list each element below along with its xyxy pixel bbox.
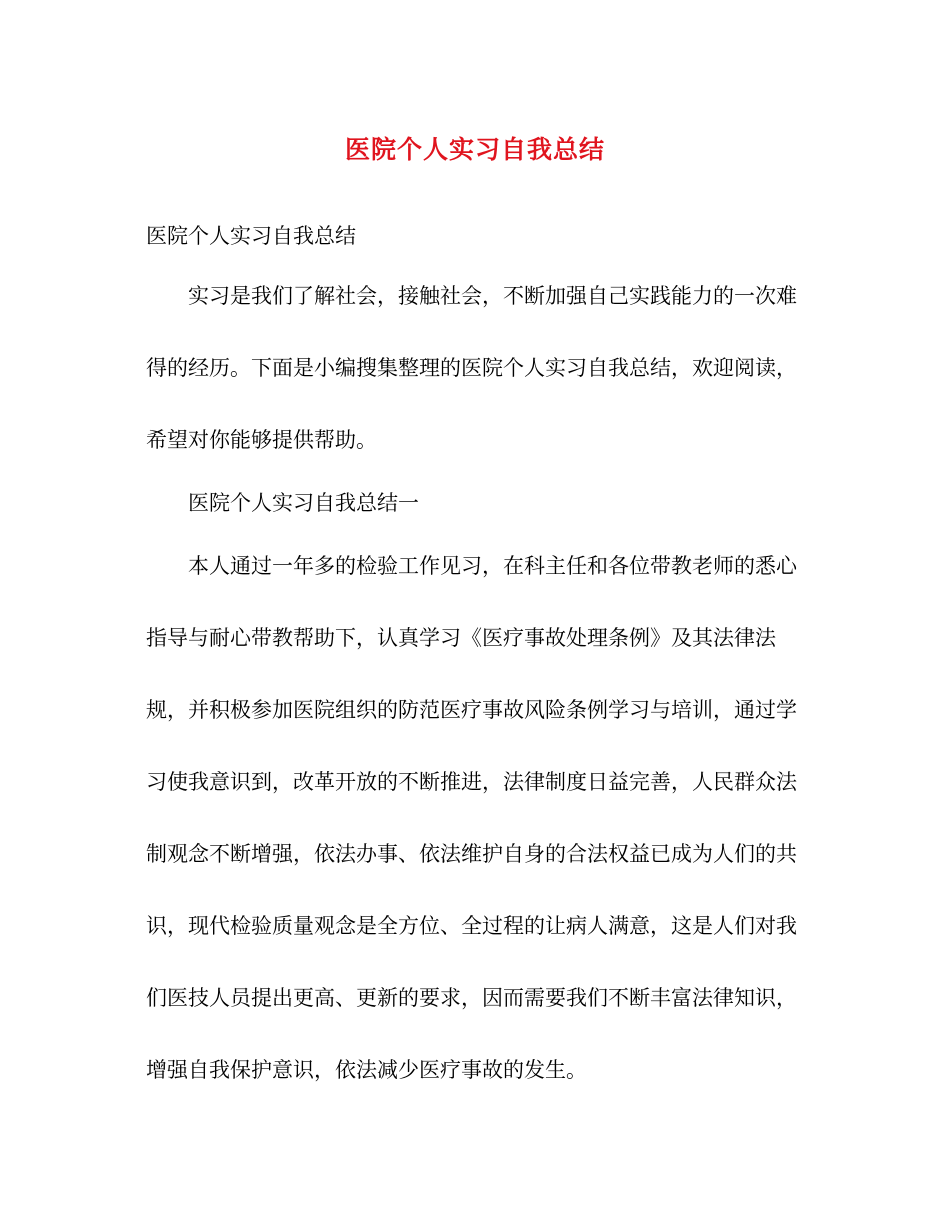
document-subtitle: 医院个人实习自我总结 [146, 224, 356, 248]
section-heading: 医院个人实习自我总结一 [188, 491, 419, 515]
body-paragraph: 本人通过一年多的检验工作见习，在科主任和各位带教老师的悉心指导与耐心带教帮助下，认真学习《医疗事故处理条例》及其法律法规，并积极参加医院组织的防范医疗事故风险条例学习与培训，通过学习使我意识到，改革开放的不断推进，法律制度日益完善，人民群众法制观念不断增强，依法办事、依法维护自身的合法权益已成为人们的共识，现代检验质量观念是全方位、全过程的让病人满意，这是人们对我们医技人员提出更高、更新的要求，因而需要我们不断丰富法律知识，增强自我保护意识，依法减少医疗事故的发生。 [146, 554, 797, 1082]
document-title: 医院个人实习自我总结 [344, 135, 605, 164]
intro-paragraph: 实习是我们了解社会，接触社会，不断加强自己实践能力的一次难得的经历。下面是小编搜集整理的医院个人实习自我总结，欢迎阅读，希望对你能够提供帮助。 [146, 284, 797, 452]
